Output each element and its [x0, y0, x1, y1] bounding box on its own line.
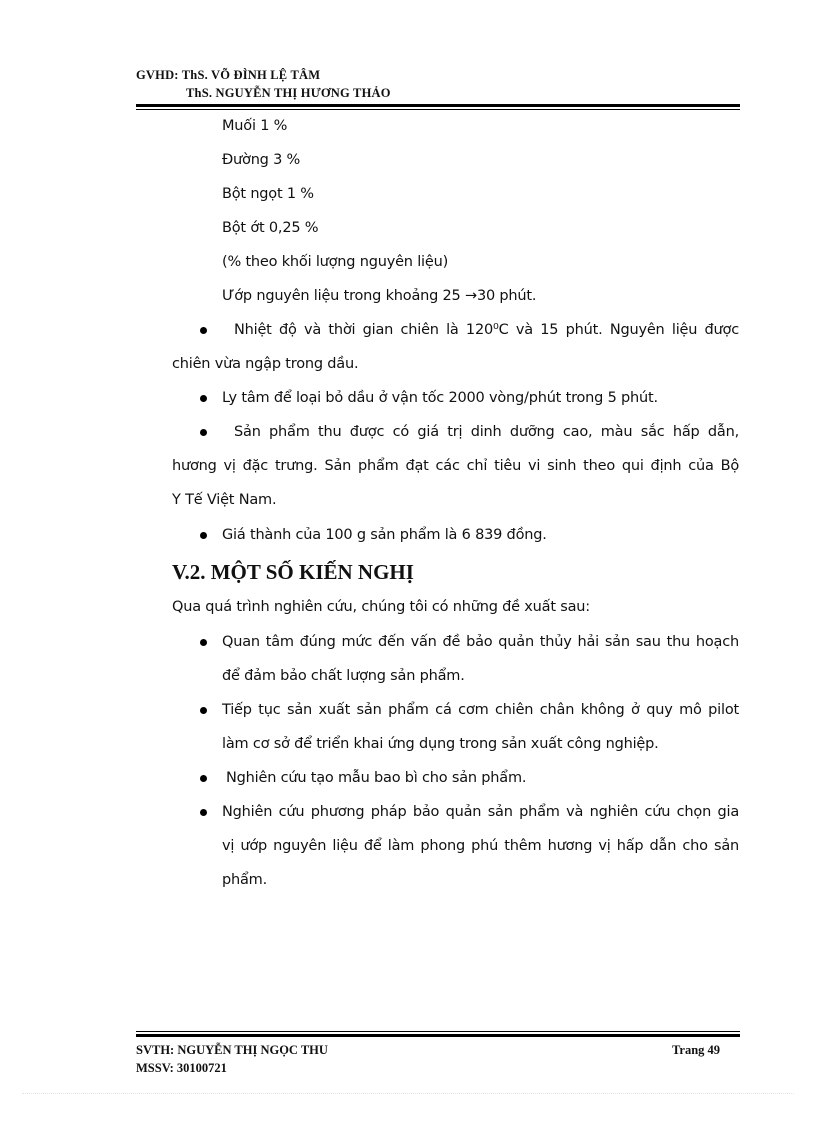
footer-student: SVTH: NGUYỄN THỊ NGỌC THU: [136, 1043, 328, 1057]
header-advisor-2: ThS. NGUYỄN THỊ HƯƠNG THẢO: [186, 86, 391, 100]
page-number: Trang 49: [672, 1043, 721, 1057]
body-line: hương vị đặc trưng. Sản phẩm đạt các chỉ tiêu vi sinh theo qui định của Bộ: [172, 458, 739, 474]
section-intro: Qua quá trình nghiên cứu, chúng tôi có những đề xuất sau:: [172, 599, 590, 615]
footer-rule-thick: [136, 1034, 740, 1037]
body-line: Nhiệt độ và thời gian chiên là 120⁰C và 15 phút. Nguyên liệu được: [234, 322, 739, 338]
body-line: chiên vừa ngập trong dầu.: [172, 356, 359, 372]
page-edge-dots: [22, 1093, 794, 1094]
header-advisor-1: GVHD: ThS. VÕ ĐÌNH LỆ TÂM: [136, 68, 321, 82]
body-line: Ướp nguyên liệu trong khoảng 25 →30 phút.: [222, 288, 537, 304]
bullet-icon: [200, 775, 207, 782]
footer-rule-thin: [136, 1031, 740, 1032]
body-line: Y Tế Việt Nam.: [172, 492, 277, 508]
body-line: Đường 3 %: [222, 152, 301, 168]
recommendation-line: Nghiên cứu phương pháp bảo quản sản phẩm và nghiên cứu chọn gia: [222, 804, 739, 820]
section-heading: V.2. MỘT SỐ KIẾN NGHỊ: [172, 560, 414, 584]
recommendation-line: Nghiên cứu tạo mẫu bao bì cho sản phẩm.: [226, 770, 527, 786]
recommendation-line: phẩm.: [222, 872, 268, 888]
recommendation-line: Quan tâm đúng mức đến vấn đề bảo quản thủy hải sản sau thu hoạch: [222, 634, 739, 650]
bullet-icon: [200, 327, 207, 334]
body-line: Muối 1 %: [222, 118, 288, 134]
body-line: Giá thành của 100 g sản phẩm là 6 839 đồng.: [222, 527, 547, 543]
bullet-icon: [200, 639, 207, 646]
body-line: Bột ngọt 1 %: [222, 186, 314, 202]
recommendation-line: Tiếp tục sản xuất sản phẩm cá cơm chiên chân không ở quy mô pilot: [222, 702, 739, 718]
recommendation-line: làm cơ sở để triển khai ứng dụng trong sản xuất công nghiệp.: [222, 736, 659, 752]
body-line: Sản phẩm thu được có giá trị dinh dưỡng cao, màu sắc hấp dẫn,: [234, 424, 739, 440]
bullet-icon: [200, 429, 207, 436]
bullet-icon: [200, 395, 207, 402]
bullet-icon: [200, 532, 207, 539]
bullet-icon: [200, 707, 207, 714]
recommendation-line: vị ướp nguyên liệu để làm phong phú thêm hương vị hấp dẫn cho sản: [222, 838, 739, 854]
header-rule-thick: [136, 104, 740, 107]
body-line: Bột ớt 0,25 %: [222, 220, 319, 236]
footer-mssv: MSSV: 30100721: [136, 1061, 227, 1075]
header-rule-thin: [136, 109, 740, 110]
recommendation-line: để đảm bảo chất lượng sản phẩm.: [222, 668, 465, 684]
body-line: Ly tâm để loại bỏ dầu ở vận tốc 2000 vòng/phút trong 5 phút.: [222, 390, 658, 406]
body-line: (% theo khối lượng nguyên liệu): [222, 254, 449, 270]
bullet-icon: [200, 809, 207, 816]
